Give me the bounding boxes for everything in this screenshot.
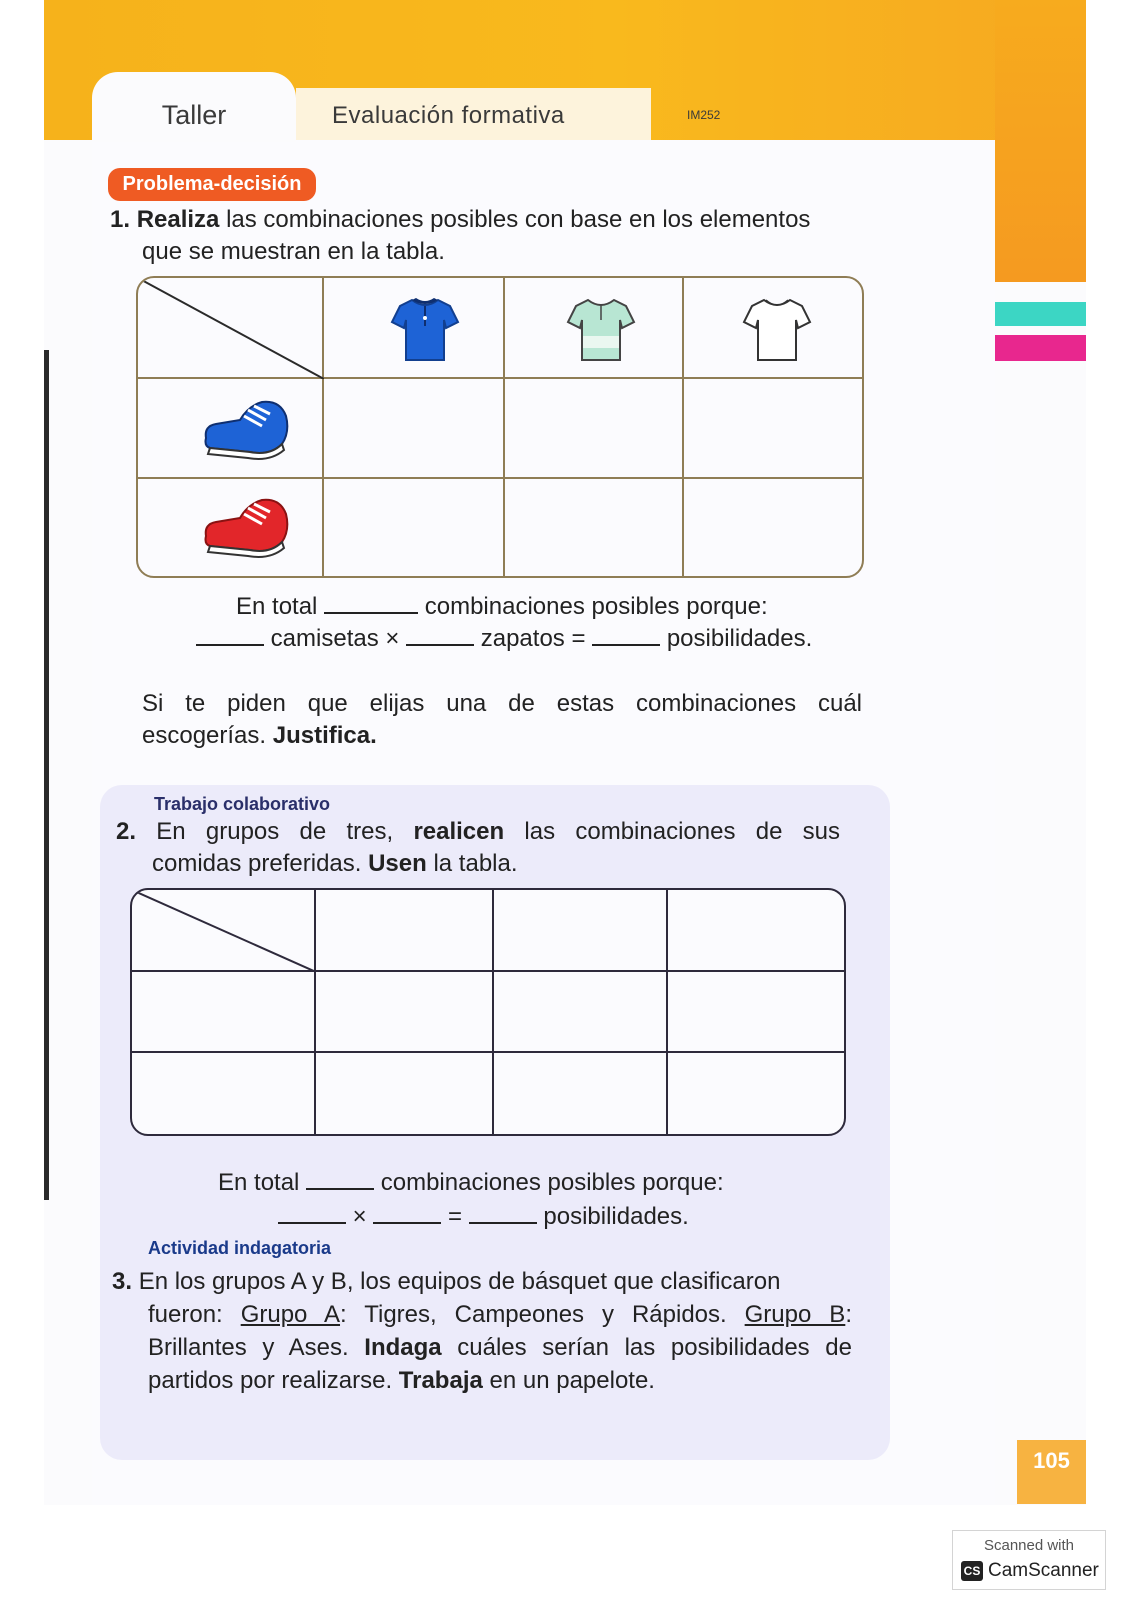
- problem-tag: Problema-decisión: [108, 168, 316, 201]
- q1-result-blank[interactable]: [592, 622, 660, 646]
- q2-combination-table: [130, 888, 846, 1136]
- q2-line1-verb: realicen: [413, 818, 505, 845]
- q3-line2: [148, 1299, 852, 1331]
- q1-total-line: [236, 590, 768, 621]
- q3-group-b: Grupo B: [744, 1301, 846, 1328]
- table-cell: [505, 379, 684, 479]
- table-cell: [132, 972, 316, 1053]
- q1-line1-rest: las combinaciones posibles con base en los elementos: [219, 206, 811, 233]
- q2-number: 2.: [116, 818, 137, 845]
- q1-line1: [110, 204, 880, 236]
- q1-total-prefix: En total: [236, 593, 318, 620]
- q3-line3-c: cuáles serían las posibilidades de: [441, 1334, 852, 1361]
- q1-choice-line1: Si te piden que elijas una de estas combinaciones cuál: [142, 690, 862, 717]
- shirt-white-icon: [742, 296, 812, 364]
- table-cell: [684, 479, 864, 578]
- table-cell: [505, 479, 684, 578]
- q2-total-line: [218, 1166, 724, 1197]
- table-cell: [494, 1053, 668, 1134]
- table-cell: [668, 972, 846, 1053]
- tab-evaluacion-label: Evaluación formativa: [332, 102, 565, 129]
- table-cell: [316, 1053, 494, 1134]
- q3-number: 3.: [112, 1268, 133, 1295]
- camscanner-name: CamScanner: [988, 1560, 1099, 1581]
- q1-shirts-blank[interactable]: [196, 622, 264, 646]
- diagonal-header-line: [138, 278, 324, 379]
- q2-second-blank[interactable]: [373, 1200, 441, 1224]
- q2-section-label: Trabajo colaborativo: [154, 794, 331, 814]
- table-cell: [324, 479, 505, 578]
- tab-taller: [92, 72, 296, 142]
- q2-line1: [116, 816, 840, 848]
- tab-evaluacion: [296, 88, 651, 140]
- q1-line2: que se muestran en la tabla.: [142, 238, 445, 265]
- q3-line4: [148, 1365, 655, 1397]
- q2-line1-c: las combinaciones de sus: [504, 818, 841, 845]
- side-stripe-pink: [995, 335, 1086, 361]
- q3-line2-a: fueron:: [148, 1301, 241, 1328]
- table-cell: [132, 1053, 316, 1134]
- table-cell: [316, 972, 494, 1053]
- table-cell: [494, 972, 668, 1053]
- table-cell: [684, 379, 864, 479]
- q3-line1-text: En los grupos A y B, los equipos de básquet que clasificaron: [138, 1268, 781, 1295]
- camscanner-logo-icon: CS: [961, 1561, 983, 1581]
- q3-line4-c: en un papelote.: [482, 1367, 655, 1394]
- table-cell: [494, 890, 668, 972]
- q3-line4-verb: Trabaja: [398, 1367, 483, 1394]
- sneaker-red-icon: [200, 494, 292, 560]
- table-cell: [668, 890, 846, 972]
- side-accent-orange: [995, 0, 1086, 282]
- q2-result-blank[interactable]: [469, 1200, 537, 1224]
- q2-total-suffix: combinaciones posibles porque:: [380, 1169, 724, 1196]
- q2-equals: =: [448, 1203, 463, 1230]
- camscanner-badge: [952, 1530, 1106, 1590]
- q1-justifica: Justifica.: [272, 722, 377, 749]
- q3-line3: [148, 1332, 852, 1364]
- q2-line2-a: comidas preferidas.: [152, 850, 369, 877]
- page-code: IM252: [687, 108, 721, 122]
- q3-section-label: Actividad indagatoria: [148, 1238, 332, 1258]
- shirt-blue-icon: [390, 296, 460, 364]
- q2-result-label: posibilidades.: [543, 1203, 689, 1230]
- q3-line2-c: :: [845, 1301, 852, 1328]
- q1-verb: Realiza: [136, 206, 220, 233]
- q1-total-suffix: combinaciones posibles porque:: [424, 593, 768, 620]
- q2-total-blank[interactable]: [306, 1166, 374, 1190]
- table-cell: [324, 379, 505, 479]
- sneaker-blue-icon: [200, 396, 292, 462]
- q2-calc-line: [278, 1200, 689, 1231]
- q3-line3-verb: Indaga: [364, 1334, 442, 1361]
- side-stripe-teal: [995, 302, 1086, 326]
- table-cell: [316, 890, 494, 972]
- tab-taller-label: Taller: [161, 100, 227, 130]
- q2-times: ×: [352, 1203, 367, 1230]
- q3-line4-a: partidos por realizarse.: [148, 1367, 399, 1394]
- q1-calc-line: [196, 622, 812, 653]
- q1-total-blank[interactable]: [324, 590, 418, 614]
- left-margin-rule: [44, 350, 49, 1200]
- diagonal-header-line: [132, 890, 316, 972]
- q1-combination-table: [136, 276, 864, 578]
- q2-first-blank[interactable]: [278, 1200, 346, 1224]
- table-cell: [668, 1053, 846, 1134]
- q2-line2: [152, 848, 518, 880]
- q3-line2-b: : Tigres, Campeones y Rápidos.: [340, 1301, 745, 1328]
- q1-number: 1.: [110, 206, 131, 233]
- scanned-with-label: Scanned with: [983, 1537, 1075, 1554]
- page-number: 105: [1017, 1440, 1086, 1504]
- q2-line2-c: la tabla.: [426, 850, 518, 877]
- q1-shoes-label: zapatos =: [480, 625, 586, 652]
- q2-total-prefix: En total: [218, 1169, 300, 1196]
- q1-shirts-label: camisetas ×: [270, 625, 400, 652]
- q1-choice-text: escogerías.: [142, 722, 273, 749]
- q3-line1: [112, 1266, 852, 1298]
- shirt-green-icon: [566, 296, 636, 364]
- q1-shoes-blank[interactable]: [406, 622, 474, 646]
- q1-choice-line2: [142, 720, 377, 752]
- q3-line3-a: Brillantes y Ases.: [148, 1334, 365, 1361]
- q1-result-label: posibilidades.: [666, 625, 813, 652]
- q2-line2-verb: Usen: [368, 850, 427, 877]
- q2-line1-a: En grupos de tres,: [156, 818, 414, 845]
- q3-group-a: Grupo A: [240, 1301, 341, 1328]
